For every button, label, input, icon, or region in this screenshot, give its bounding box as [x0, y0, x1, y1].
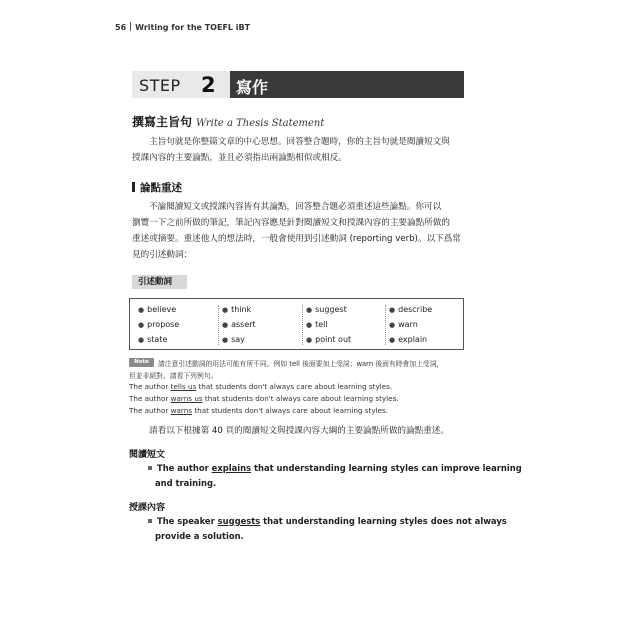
underlined-verb: warns us — [170, 394, 203, 403]
bullet-dot-icon: ● — [138, 306, 145, 314]
verb-item: ● describe — [389, 305, 433, 314]
verb-item: ● suggest — [306, 305, 347, 314]
bullet-dot-icon: ● — [306, 321, 313, 329]
paragraph-line: 授課內容的主要論點，並且必須指出兩論點相似或相反。 — [132, 153, 347, 163]
square-bullet-icon — [148, 466, 152, 470]
section-heading-restate — [132, 180, 182, 195]
header-divider — [130, 22, 131, 31]
section-heading-thesis — [132, 113, 324, 130]
section-title-en: Write a Thesis Statement — [196, 118, 325, 129]
note-line: 請注意引述動詞的用法可能有所不同。例如 tell 後面要加上受詞；warn 後面有時會加上受詞， — [158, 360, 444, 368]
lecture-restatement: The speaker suggests that understanding learning styles does not always — [148, 516, 507, 526]
bullet-dot-icon: ● — [222, 321, 229, 329]
step-title: 寫作 — [236, 78, 269, 97]
book-title: Writing for the TOEFL iBT — [135, 23, 251, 32]
reading-restatement: The author explains that understanding learning styles can improve learning — [148, 463, 522, 473]
square-bullet-icon — [148, 519, 152, 523]
column-divider — [302, 305, 303, 345]
verb-item: ● warn — [389, 320, 418, 329]
bullet-dot-icon: ● — [389, 306, 396, 314]
square-bullet-icon — [132, 182, 135, 192]
verb-item: ● believe — [138, 305, 177, 314]
note-line: 但並非絕對。請看下列例句。 — [129, 372, 218, 380]
bullet-dot-icon: ● — [389, 321, 396, 329]
paragraph-line: 見的引述動詞： — [132, 250, 193, 260]
paragraph-line: 不論閱讀短文或授課內容皆有其論點，回答整合題必須重述這些論點。你可以 — [149, 202, 442, 212]
reporting-verbs-box — [129, 298, 464, 350]
example-sentence: The author warns that students don't always care about learning styles. — [129, 406, 389, 415]
bullet-dot-icon: ● — [389, 336, 396, 344]
running-header — [115, 22, 250, 32]
step-word: STEP — [139, 76, 181, 95]
lecture-restatement-cont: provide a solution. — [155, 531, 244, 541]
step-number: 2 — [201, 73, 216, 97]
step-banner — [132, 71, 464, 98]
bullet-dot-icon: ● — [222, 306, 229, 314]
verb-item: ● tell — [306, 320, 328, 329]
verb-item: ● propose — [138, 320, 180, 329]
underlined-verb: warns — [170, 406, 193, 415]
verbs-label: 引述動詞 — [132, 275, 187, 289]
column-divider — [218, 305, 219, 345]
verb-item: ● think — [222, 305, 252, 314]
bullet-dot-icon: ● — [306, 306, 313, 314]
verb-item: ● say — [222, 335, 245, 344]
reading-restatement-cont: and training. — [155, 478, 217, 488]
step-label-box — [132, 71, 230, 98]
verb-item: ● state — [138, 335, 168, 344]
section-title-zh: 撰寫主旨句 — [132, 115, 193, 129]
page-number: 56 — [115, 23, 127, 32]
verb-item: ● assert — [222, 320, 256, 329]
underlined-verb: tells us — [170, 382, 197, 391]
verb-item: ● point out — [306, 335, 352, 344]
bullet-dot-icon: ● — [138, 321, 145, 329]
column-divider — [385, 305, 386, 345]
paragraph-line: 重述或摘要。重述他人的想法時，一般會使用到引述動詞 (reporting verb)。以下爲常 — [132, 234, 461, 244]
restate-paragraph — [132, 199, 464, 263]
bullet-dot-icon: ● — [138, 336, 145, 344]
note-badge: Note — [129, 358, 154, 367]
bullet-dot-icon: ● — [306, 336, 313, 344]
example-sentence: The author warns us that students don't always care about learning styles. — [129, 394, 399, 403]
lecture-heading: 授課內容 — [129, 503, 166, 513]
underlined-verb: suggests — [217, 516, 261, 526]
paragraph-line: 瀏覽一下之前所做的筆記，筆記內容應是針對閱讀短文和授課內容的主要論點所做的 — [132, 218, 450, 228]
instruction-line: 請看以下根據第 40 頁的閱讀短文與授課內容大綱的主要論點所做的論點重述。 — [149, 426, 449, 436]
verb-item: ● explain — [389, 335, 428, 344]
section-title: 論點重述 — [140, 182, 182, 194]
paragraph-line: 主旨句就是你整篇文章的中心思想。回答整合題時，你的主旨句就是閱讀短文與 — [149, 137, 450, 147]
bullet-dot-icon: ● — [222, 336, 229, 344]
example-sentence: The author tells us that students don't always care about learning styles. — [129, 382, 393, 391]
thesis-paragraph — [132, 134, 464, 166]
reading-heading: 閱讀短文 — [129, 450, 166, 460]
underlined-verb: explains — [211, 463, 252, 473]
